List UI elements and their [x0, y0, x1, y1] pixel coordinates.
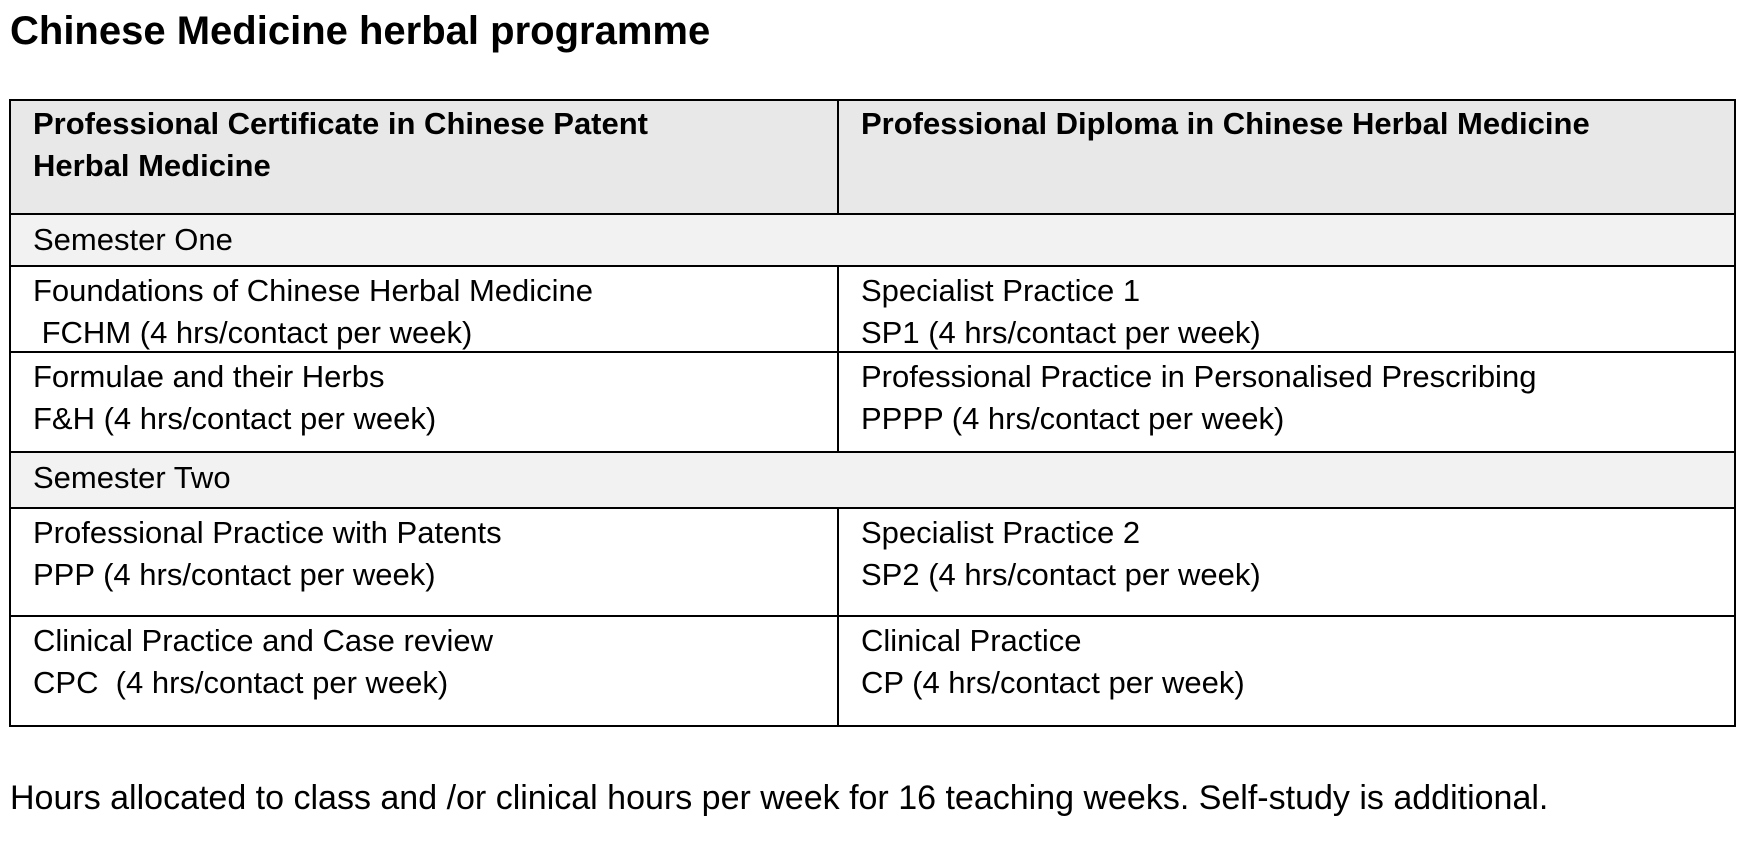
programme-table	[9, 99, 1736, 727]
module-name: Specialist Practice 1	[861, 273, 1141, 308]
table-cell	[11, 617, 839, 725]
footnote: Hours allocated to class and /or clinical hours per week for 16 teaching weeks. Self-study is additional.	[10, 779, 1549, 817]
module-detail: FCHM (4 hrs/contact per week)	[33, 315, 473, 350]
module-name: Professional Practice in Personalised Prescribing	[861, 359, 1537, 394]
module-detail: CP (4 hrs/contact per week)	[861, 665, 1245, 700]
module-name: Clinical Practice	[861, 623, 1082, 658]
table-cell	[839, 267, 1734, 353]
module-name: Professional Practice with Patents	[33, 515, 502, 550]
table-cell	[839, 617, 1734, 725]
module-detail: SP1 (4 hrs/contact per week)	[861, 315, 1261, 350]
module-name: Clinical Practice and Case review	[33, 623, 494, 658]
table-cell	[11, 267, 839, 353]
header-certificate	[11, 101, 839, 215]
table-cell	[839, 353, 1734, 453]
header-diploma-line-1: Professional Diploma in Chinese Herbal Medicine	[861, 106, 1590, 141]
table-cell	[11, 509, 839, 617]
module-detail: PPPP (4 hrs/contact per week)	[861, 401, 1285, 436]
module-detail: CPC (4 hrs/contact per week)	[33, 665, 449, 700]
module-detail: F&H (4 hrs/contact per week)	[33, 401, 437, 436]
module-name: Formulae and their Herbs	[33, 359, 385, 394]
semester-two-label: Semester Two	[11, 453, 1734, 509]
module-name: Foundations of Chinese Herbal Medicine	[33, 273, 594, 308]
page-title: Chinese Medicine herbal programme	[10, 9, 711, 53]
header-diploma	[839, 101, 1734, 215]
module-detail: SP2 (4 hrs/contact per week)	[861, 557, 1261, 592]
module-detail: PPP (4 hrs/contact per week)	[33, 557, 436, 592]
table-cell	[839, 509, 1734, 617]
header-certificate-line-1: Professional Certificate in Chinese Patent	[33, 106, 649, 141]
module-name: Specialist Practice 2	[861, 515, 1141, 550]
table-cell	[11, 353, 839, 453]
semester-one-label: Semester One	[11, 215, 1734, 267]
header-certificate-line-2: Herbal Medicine	[33, 148, 271, 183]
